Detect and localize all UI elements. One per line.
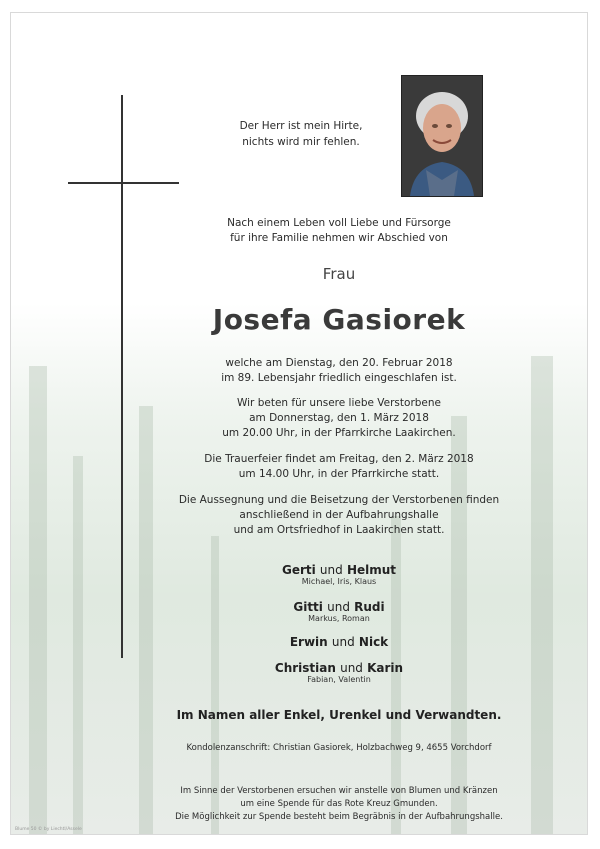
donation-line: um eine Spende für das Rote Kreuz Gmunden. [240,799,438,809]
burial-line: und am Ortsfriedhof in Laakirchen statt. [233,524,445,536]
donation-line: Im Sinne der Verstorbenen ersuchen wir anstelle von Blumen und Kränzen [180,786,498,796]
intro-text [81,216,588,246]
tree-trunk [29,366,47,835]
burial-notice [81,493,588,538]
family-member-name: Erwin [289,635,328,649]
death-line: im 89. Lebensjahr friedlich eingeschlafen ist. [221,372,457,384]
family-member-name: Gerti [281,563,316,577]
family-children: Markus, Roman [308,614,370,623]
portrait-illustration [402,76,482,196]
conjunction: und [319,563,343,577]
family-member-name: Rudi [354,600,385,614]
death-notice [81,356,588,386]
family-member-name: Christian [274,661,336,675]
funeral-line: um 14.00 Uhr, in der Pfarrkirche statt. [238,468,440,480]
family-group [81,563,588,586]
family-names [81,600,588,614]
prayer-line: am Donnerstag, den 1. März 2018 [249,412,429,424]
conjunction: und [340,661,363,675]
family-group [81,635,588,649]
family-member-name: Gitti [293,600,323,614]
prayer-line: um 20.00 Uhr, in der Pfarrkirche Laakirchen. [222,427,456,439]
conjunction: und [331,635,355,649]
family-member-name: Helmut [346,563,397,577]
funeral-notice [81,452,588,482]
donation-line: Die Möglichkeit zur Spende besteht beim Begräbnis in der Aufbahrungshalle. [175,812,503,822]
family-names [81,635,588,649]
family-member-name: Karin [367,661,404,675]
prayer-line: Wir beten für unsere liebe Verstorbene [236,397,442,409]
burial-line: Die Aussegnung und die Beisetzung der Verstorbenen finden [178,494,500,506]
conjunction: und [327,600,350,614]
family-children: Fabian, Valentin [307,675,371,684]
intro-line: für ihre Familie nehmen wir Abschied von [230,232,448,244]
prayer-notice [81,396,588,441]
quote-line: Der Herr ist mein Hirte, [239,120,363,132]
intro-line: Nach einem Leben voll Liebe und Fürsorge [227,217,451,229]
deceased-name: Josefa Gasiorek [212,303,466,336]
imprint: Blume 50 © by Liechtl/Assele [15,827,82,832]
bible-quote [211,118,391,150]
family-group [81,600,588,623]
closing-line: Im Namen aller Enkel, Urenkel und Verwandten. [176,708,502,722]
family-names [81,563,588,577]
funeral-line: Die Trauerfeier findet am Freitag, den 2. März 2018 [204,453,474,465]
family-children: Michael, Iris, Klaus [301,577,377,586]
death-line: welche am Dienstag, den 20. Februar 2018 [225,357,453,369]
portrait-photo [401,75,483,197]
family-names [81,661,588,675]
burial-line: anschließend in der Aufbahrungshalle [239,509,439,521]
condolence-address: Kondolenzanschrift: Christian Gasiorek, Holzbachweg 9, 4655 Vorchdorf [186,743,492,753]
quote-line: nichts wird mir fehlen. [242,136,360,148]
cross-horizontal-beam [68,182,179,184]
donation-notice [81,785,588,824]
family-group [81,661,588,684]
obituary-card [10,12,588,835]
family-member-name: Nick [358,635,389,649]
name-prefix: Frau [322,265,356,283]
